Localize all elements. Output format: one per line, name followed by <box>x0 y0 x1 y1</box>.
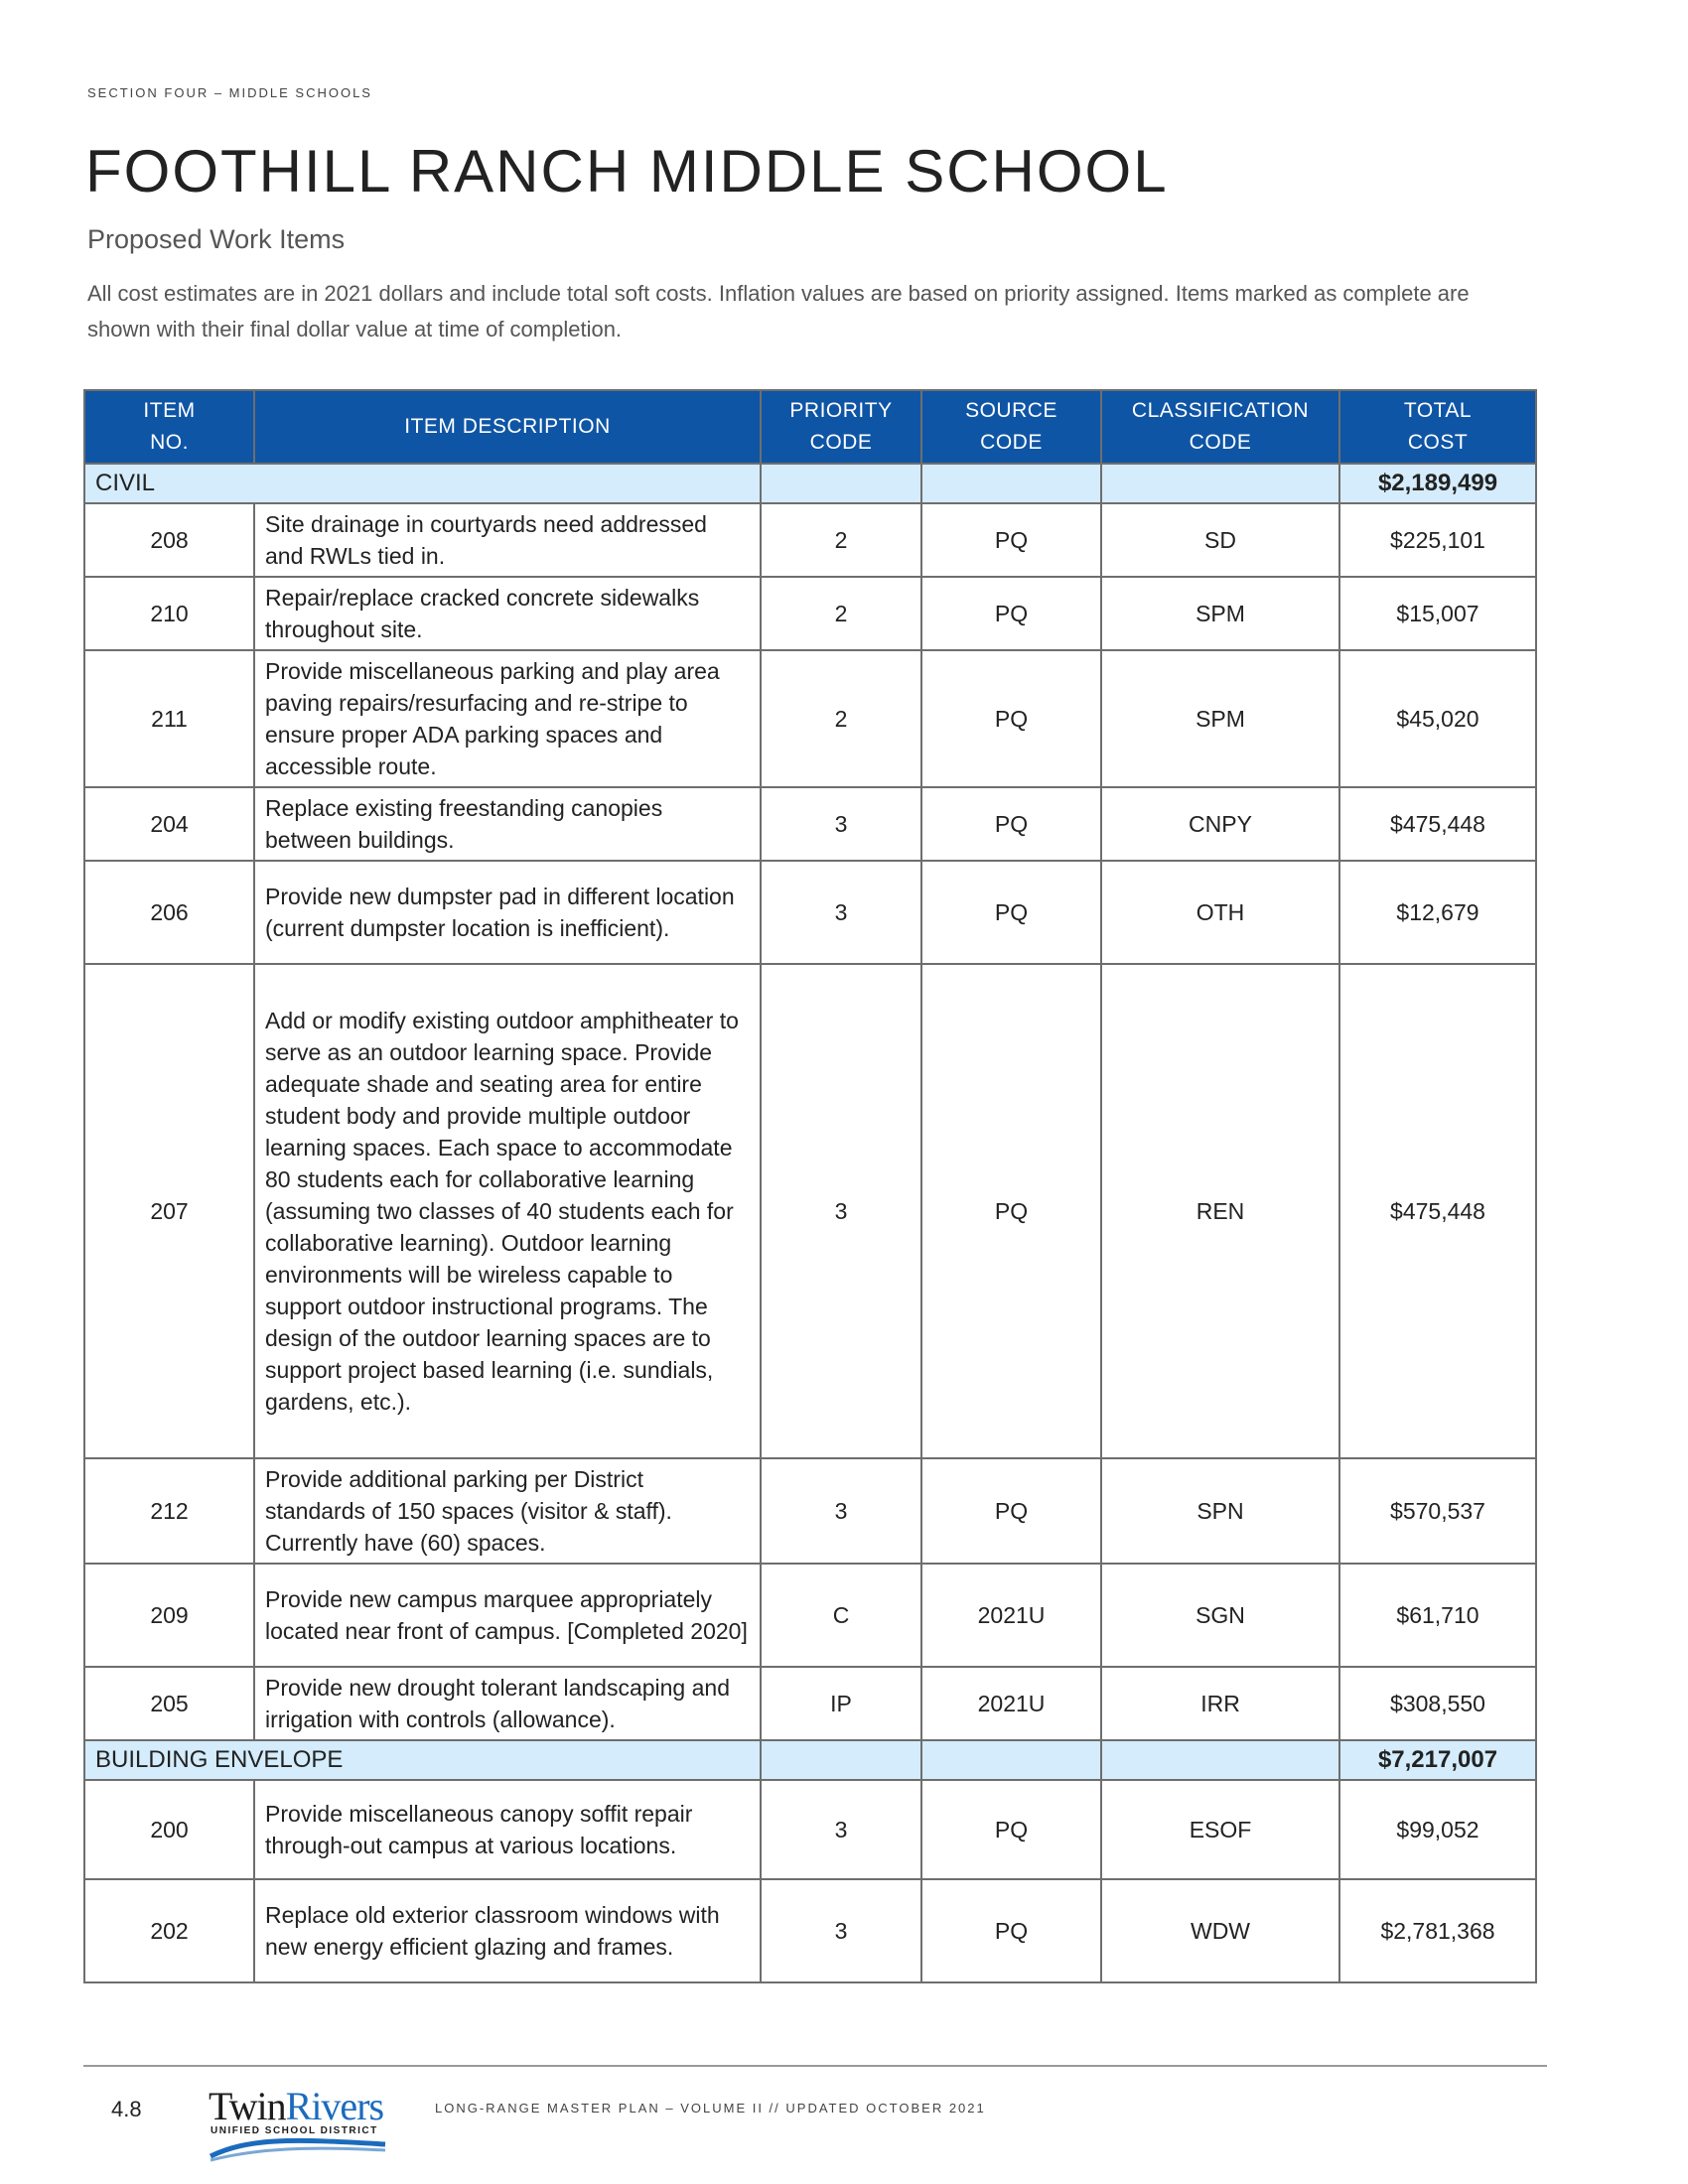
table-row <box>84 650 1536 787</box>
item-description: Provide miscellaneous canopy soffit repair through-out campus at various locations. <box>254 1780 761 1879</box>
column-header-classification: CLASSIFICATION CODE <box>1101 390 1339 464</box>
item-no: 204 <box>84 787 254 861</box>
classification-code: REN <box>1101 964 1339 1458</box>
source-code: PQ <box>921 650 1101 787</box>
column-header-description: ITEM DESCRIPTION <box>254 390 761 464</box>
work-items-table <box>83 389 1537 1983</box>
category-cell <box>761 1740 921 1780</box>
priority-code: 2 <box>761 503 921 577</box>
table-row <box>84 861 1536 964</box>
category-total: $7,217,007 <box>1339 1740 1536 1780</box>
source-code: PQ <box>921 1879 1101 1982</box>
logo-rivers: Rivers <box>285 2084 384 2128</box>
item-no: 211 <box>84 650 254 787</box>
logo-wordmark <box>209 2085 383 2128</box>
table-row <box>84 1780 1536 1879</box>
table-row <box>84 964 1536 1458</box>
priority-code: 2 <box>761 577 921 650</box>
classification-code: SD <box>1101 503 1339 577</box>
total-cost: $15,007 <box>1339 577 1536 650</box>
classification-code: WDW <box>1101 1879 1339 1982</box>
footer-text: LONG-RANGE MASTER PLAN – VOLUME II // UPDATED OCTOBER 2021 <box>435 2101 986 2116</box>
item-description: Provide additional parking per District standards of 150 spaces (visitor & staff). Currently have (60) spaces. <box>254 1458 761 1564</box>
total-cost: $61,710 <box>1339 1564 1536 1667</box>
total-cost: $570,537 <box>1339 1458 1536 1564</box>
item-no: 202 <box>84 1879 254 1982</box>
classification-code: SPM <box>1101 650 1339 787</box>
item-no: 205 <box>84 1667 254 1740</box>
table-row <box>84 503 1536 577</box>
table-row <box>84 1458 1536 1564</box>
category-cell <box>1101 464 1339 503</box>
source-code: PQ <box>921 577 1101 650</box>
column-header-priority: PRIORITY CODE <box>761 390 921 464</box>
source-code: PQ <box>921 503 1101 577</box>
priority-code: 3 <box>761 1458 921 1564</box>
category-total: $2,189,499 <box>1339 464 1536 503</box>
priority-code: 3 <box>761 1879 921 1982</box>
item-description: Add or modify existing outdoor amphitheater to serve as an outdoor learning space. Provide adequate shade and seating area for entire student body and provide multiple outdoor learning spaces. Each space to accommodate 80 students each for collaborative learning (assuming two classes of 40 students each for collaborative learning). Outdoor learning environments will be wireless capable to support outdoor instructional programs. The design of the outdoor learning spaces are to support project based learning (i.e. sundials, gardens, etc.). <box>254 964 761 1458</box>
column-header-total: TOTAL COST <box>1339 390 1536 464</box>
classification-code: SPM <box>1101 577 1339 650</box>
total-cost: $12,679 <box>1339 861 1536 964</box>
item-description: Repair/replace cracked concrete sidewalks throughout site. <box>254 577 761 650</box>
item-no: 206 <box>84 861 254 964</box>
priority-code: 3 <box>761 1780 921 1879</box>
twin-rivers-logo <box>209 2085 387 2162</box>
priority-code: 2 <box>761 650 921 787</box>
classification-code: SGN <box>1101 1564 1339 1667</box>
source-code: PQ <box>921 1458 1101 1564</box>
total-cost: $308,550 <box>1339 1667 1536 1740</box>
table-row <box>84 1564 1536 1667</box>
item-description: Provide new dumpster pad in different location (current dumpster location is inefficient). <box>254 861 761 964</box>
total-cost: $475,448 <box>1339 787 1536 861</box>
priority-code: IP <box>761 1667 921 1740</box>
category-row-building-envelope <box>84 1740 1536 1780</box>
source-code: 2021U <box>921 1564 1101 1667</box>
category-row-civil <box>84 464 1536 503</box>
priority-code: 3 <box>761 964 921 1458</box>
footer-divider <box>83 2065 1547 2067</box>
category-cell <box>921 1740 1101 1780</box>
table-row <box>84 577 1536 650</box>
section-label: SECTION FOUR – MIDDLE SCHOOLS <box>87 85 372 100</box>
classification-code: ESOF <box>1101 1780 1339 1879</box>
logo-wave-icon <box>209 2134 387 2162</box>
table-row <box>84 787 1536 861</box>
classification-code: IRR <box>1101 1667 1339 1740</box>
table-header-row <box>84 390 1536 464</box>
item-no: 200 <box>84 1780 254 1879</box>
classification-code: OTH <box>1101 861 1339 964</box>
intro-paragraph: All cost estimates are in 2021 dollars and include total soft costs. Inflation values are based on priority assigned. Items marked as complete are shown with their final dollar value at time of completion. <box>87 281 1470 341</box>
item-description: Site drainage in courtyards need addressed and RWLs tied in. <box>254 503 761 577</box>
total-cost: $45,020 <box>1339 650 1536 787</box>
total-cost: $225,101 <box>1339 503 1536 577</box>
item-no: 208 <box>84 503 254 577</box>
source-code: PQ <box>921 1780 1101 1879</box>
category-name: BUILDING ENVELOPE <box>84 1740 761 1780</box>
logo-twin: Twin <box>209 2084 286 2128</box>
classification-code: SPN <box>1101 1458 1339 1564</box>
page-title: FOOTHILL RANCH MIDDLE SCHOOL <box>85 138 1169 205</box>
column-header-source: SOURCE CODE <box>921 390 1101 464</box>
category-cell <box>761 464 921 503</box>
priority-code: 3 <box>761 787 921 861</box>
table-row <box>84 1667 1536 1740</box>
category-cell <box>921 464 1101 503</box>
priority-code: C <box>761 1564 921 1667</box>
source-code: PQ <box>921 964 1101 1458</box>
page-subtitle: Proposed Work Items <box>87 224 346 254</box>
priority-code: 3 <box>761 861 921 964</box>
total-cost: $99,052 <box>1339 1780 1536 1879</box>
column-header-item-no: ITEM NO. <box>84 390 254 464</box>
total-cost: $2,781,368 <box>1339 1879 1536 1982</box>
item-description: Provide miscellaneous parking and play area paving repairs/resurfacing and re-stripe to ensure proper ADA parking spaces and accessible route. <box>254 650 761 787</box>
item-description: Replace old exterior classroom windows with new energy efficient glazing and frames. <box>254 1879 761 1982</box>
item-description: Replace existing freestanding canopies between buildings. <box>254 787 761 861</box>
item-no: 212 <box>84 1458 254 1564</box>
category-cell <box>1101 1740 1339 1780</box>
classification-code: CNPY <box>1101 787 1339 861</box>
page-number: 4.8 <box>111 2097 142 2121</box>
total-cost: $475,448 <box>1339 964 1536 1458</box>
logo-subtitle: UNIFIED SCHOOL DISTRICT <box>211 2125 378 2136</box>
table-row <box>84 1879 1536 1982</box>
source-code: PQ <box>921 787 1101 861</box>
source-code: 2021U <box>921 1667 1101 1740</box>
category-name: CIVIL <box>84 464 761 503</box>
item-description: Provide new drought tolerant landscaping and irrigation with controls (allowance). <box>254 1667 761 1740</box>
item-no: 209 <box>84 1564 254 1667</box>
item-description: Provide new campus marquee appropriately located near front of campus. [Completed 2020] <box>254 1564 761 1667</box>
item-no: 210 <box>84 577 254 650</box>
source-code: PQ <box>921 861 1101 964</box>
item-no: 207 <box>84 964 254 1458</box>
